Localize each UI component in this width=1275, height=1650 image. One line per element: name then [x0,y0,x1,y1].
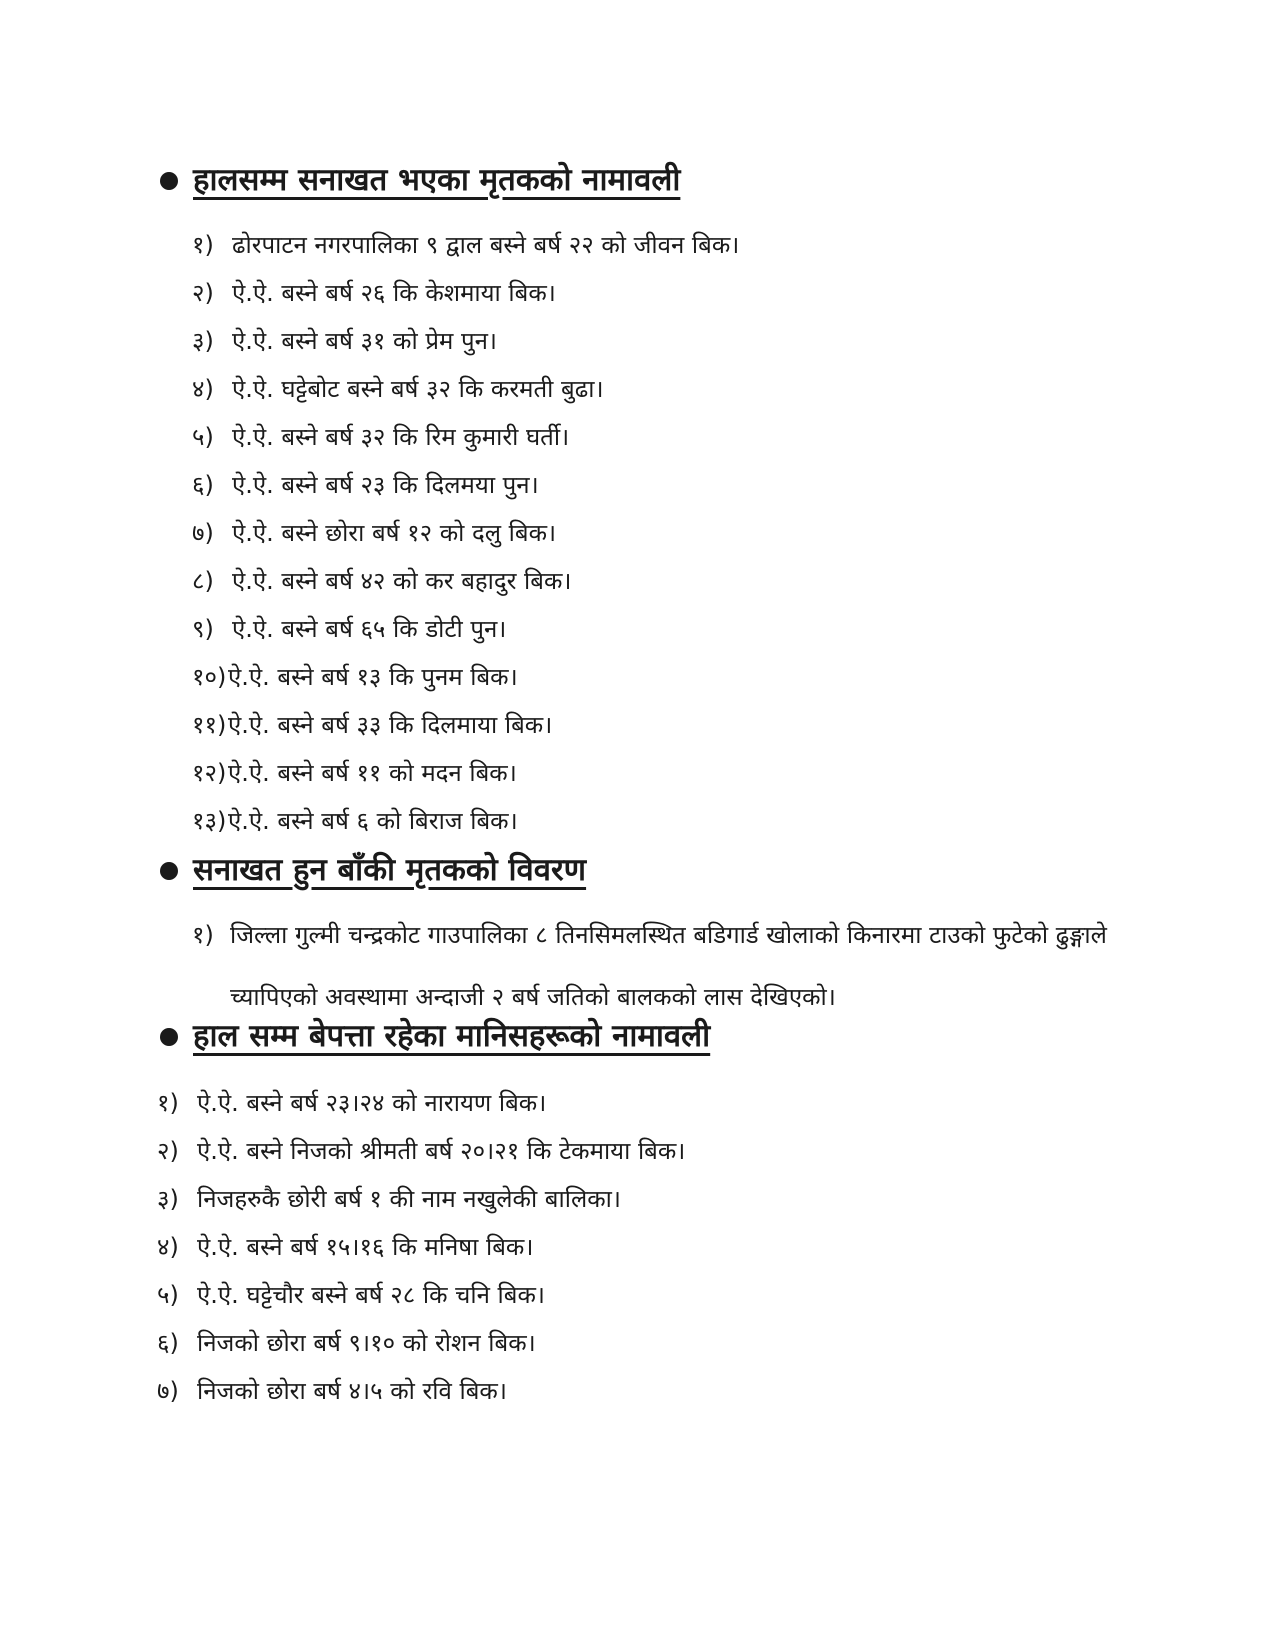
list-item: ५) ऐ.ऐ. बस्ने बर्ष ३२ कि रिम कुमारी घर्ती। [192,423,570,451]
section-heading [0,160,1275,216]
list-item: ६) ऐ.ऐ. बस्ने बर्ष २३ कि दिलमया पुन। [192,471,539,499]
list-item: ७) निजको छोरा बर्ष ४।५ को रवि बिक। [157,1377,507,1405]
heading-missing-persons: हाल सम्म बेपत्ता रहेका मानिसहरूको नामावली [193,1018,711,1054]
list-item: ९) ऐ.ऐ. बस्ने बर्ष ६५ कि डोटी पुन। [192,615,507,643]
list-item: ६) निजको छोरा बर्ष ९।१० को रोशन बिक। [157,1329,536,1357]
section-unidentified-deceased [0,850,1275,906]
list-item: १) ऐ.ऐ. बस्ने बर्ष २३।२४ को नारायण बिक। [157,1089,547,1117]
list-item: १२)ऐ.ऐ. बस्ने बर्ष ११ को मदन बिक। [192,759,517,787]
bullet-icon [160,1028,178,1046]
list-item: ५) ऐ.ऐ. घट्टेचौर बस्ने बर्ष २८ कि चनि बिक। [157,1281,545,1309]
section-heading [0,1016,1275,1072]
list-item: २) ऐ.ऐ. बस्ने बर्ष २६ कि केशमाया बिक। [192,279,556,307]
bullet-icon [160,172,178,190]
list-item: १) जिल्ला गुल्मी चन्द्रकोट गाउपालिका ८ तिनसिमलस्थित बडिगार्ड खोलाको किनारमा टाउको फुटेको ढुङ्गाले च्यापिएको अवस्थामा अन्दाजी २ बर्ष जतिको बालकको लास देखिएको। [192,921,1107,1011]
bullet-icon [160,862,178,880]
list-item: १३)ऐ.ऐ. बस्ने बर्ष ६ को बिराज बिक। [192,807,518,835]
list-item: ७) ऐ.ऐ. बस्ने छोरा बर्ष १२ को दलु बिक। [192,519,557,547]
section-heading [0,850,1275,906]
list-item: ४) ऐ.ऐ. घट्टेबोट बस्ने बर्ष ३२ कि करमती बुढा। [192,375,604,403]
heading-unidentified-deceased: सनाखत हुन बाँकी मृतकको विवरण [193,852,587,888]
heading-identified-deceased: हालसम्म सनाखत भएका मृतकको नामावली [193,162,681,198]
list-item: १०)ऐ.ऐ. बस्ने बर्ष १३ कि पुनम बिक। [192,663,518,691]
section-identified-deceased [0,160,1275,216]
list-item: ४) ऐ.ऐ. बस्ने बर्ष १५।१६ कि मनिषा बिक। [157,1233,534,1261]
section-missing-persons [0,1016,1275,1072]
list-item: ३) निजहरुकै छोरी बर्ष १ की नाम नखुलेकी बालिका। [157,1185,621,1213]
list-item: ११)ऐ.ऐ. बस्ने बर्ष ३३ कि दिलमाया बिक। [192,711,553,739]
list-item: १) ढोरपाटन नगरपालिका ९ द्वाल बस्ने बर्ष २२ को जीवन बिक। [192,231,740,259]
list-item: ३) ऐ.ऐ. बस्ने बर्ष ३१ को प्रेम पुन। [192,327,498,355]
list-item: ८) ऐ.ऐ. बस्ने बर्ष ४२ को कर बहादुर बिक। [192,567,572,595]
list-item: २) ऐ.ऐ. बस्ने निजको श्रीमती बर्ष २०।२१ कि टेकमाया बिक। [157,1137,686,1165]
